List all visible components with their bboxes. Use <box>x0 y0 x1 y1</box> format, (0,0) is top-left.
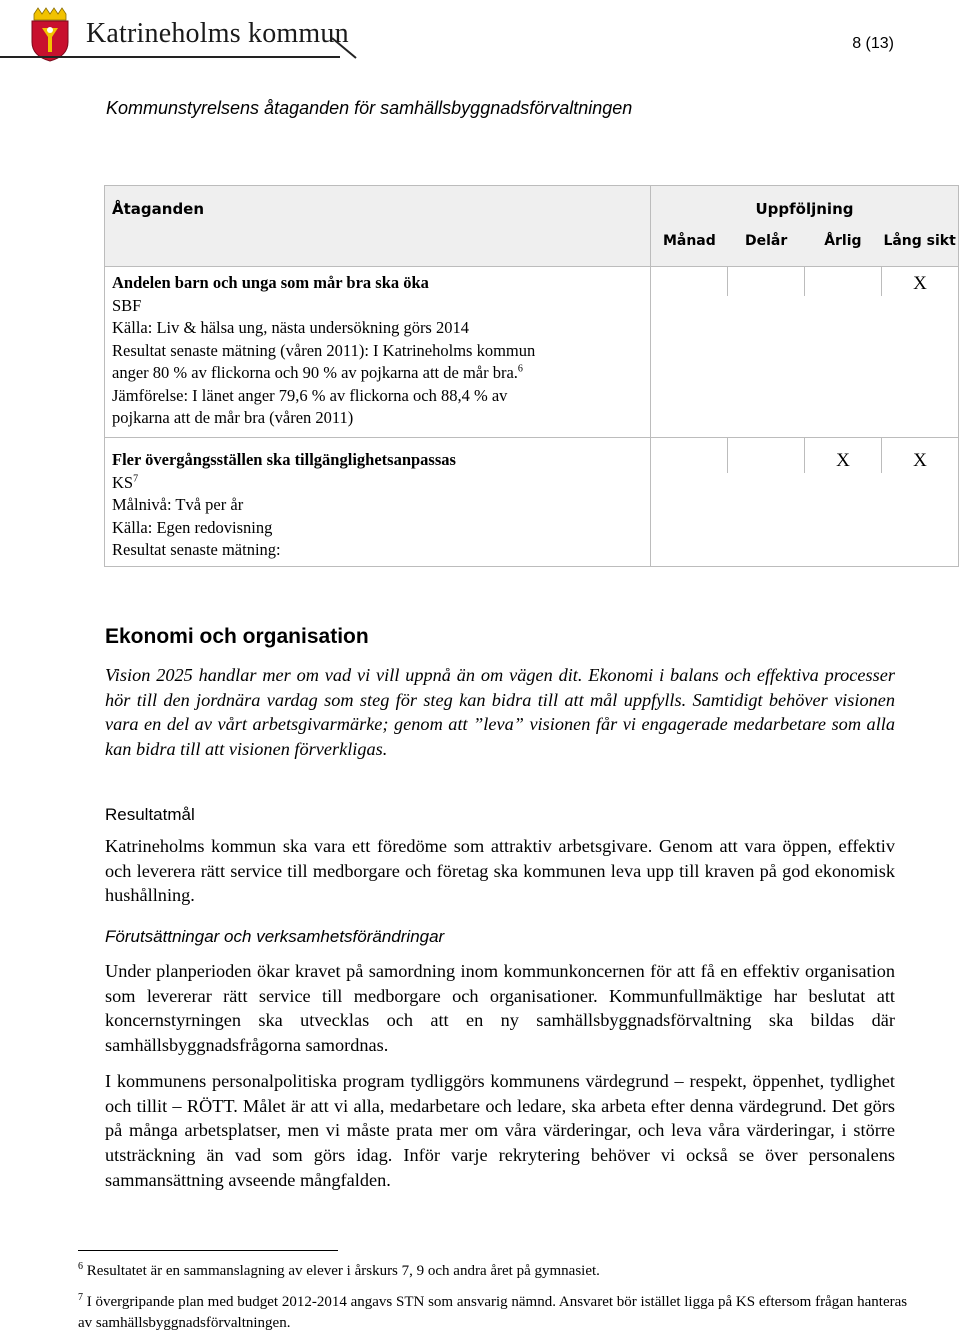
commitment-cell <box>105 438 651 567</box>
prereq-paragraph-2: I kommunens personalpolitiska program tydliggörs kommunens värdegrund – respekt, öppenhet, tydlighet och tillit – RÖTT. Målet är att vi alla, medarbetare och ledare, ska arbeta efter denna värdegrund. Det görs på många arbetsplatser, men vi måste prata mer om våra värderingar, och leva våra värderingar, i större utsträckning än vad som görs idag. Inför varje rekrytering behöver vi också se över personalens sammansättning avseende mångfalden. <box>105 1071 895 1190</box>
vision-paragraph: Vision 2025 handlar mer om vad vi vill uppnå än om vägen dit. Ekonomi i balans och effektiva processer hör till den jordnära vardag som steg för steg kan bidra till att mål uppfylls. Samtidigt behöver visionen vara en del av vårt arbetsgivarmärke; genom att ”leva” visionen får vi engagerade medarbetare som alla kan bidra till att visionen förverkligas. <box>105 665 895 760</box>
result-heading: Resultatmål <box>105 805 195 824</box>
followup-title: Uppföljning <box>755 200 854 218</box>
commitments-table <box>104 185 959 567</box>
marks-grid <box>651 267 958 296</box>
commitment-line: Källa: Liv & hälsa ung, nästa undersökning görs 2014 <box>112 318 469 337</box>
commitment-line: Målnivå: Två per år <box>112 495 244 514</box>
coat-of-arms-logo <box>28 6 72 62</box>
footnote-number: 7 <box>78 1292 83 1303</box>
commitment-cell <box>105 267 651 438</box>
commitment-line: Resultat senaste mätning (våren 2011): I Katrineholms kommun <box>112 340 536 360</box>
mark-interim <box>727 267 804 296</box>
commitment-line: Källa: Egen redovisning <box>112 517 273 537</box>
prereq-heading: Förutsättningar och verksamhetsförändringar <box>105 927 445 946</box>
footnote-text: I övergripande plan med budget 2012-2014 angavs STN som ansvarig nämnd. Ansvaret bör istället ligga på KS eftersom frågan hanteras av samhällsbyggnadsförvaltningen. <box>78 1294 908 1331</box>
footnote-number: 6 <box>78 1261 83 1272</box>
footnote-7 <box>78 1292 918 1334</box>
footnote-rule <box>78 1250 338 1251</box>
mark-long-term: X <box>881 438 958 473</box>
prereq-paragraph-1: Under planperioden ökar kravet på samordning inom kommunkoncernen för att få en effektiv organisation som levererar rätt service till medborgare och organisationer. Kommunfullmäktige har beslutat att koncernstyrningen ska utvecklas och att en ny samhällsbyggnadsförvaltning ska bildas där samhällsbyggnadsfrågorna samordnas. <box>105 961 895 1056</box>
mark-long-term: X <box>881 267 958 296</box>
commitment-title: Andelen barn och unga som mår bra ska öka <box>112 273 429 292</box>
marks-grid <box>651 438 958 473</box>
header-rule <box>0 56 340 58</box>
mark-month <box>651 438 727 473</box>
page-subtitle: Kommunstyrelsens åtaganden för samhällsbyggnadsförvaltningen <box>106 98 633 118</box>
header-slash-decoration <box>330 36 374 60</box>
page-number: 8 (13) <box>852 35 894 52</box>
commitment-line-with-ref <box>112 362 644 385</box>
col-commitments-header: Åtaganden <box>105 186 651 267</box>
footnote-ref[interactable]: 6 <box>517 363 523 375</box>
commitment-line: SBF <box>112 295 142 315</box>
table-row <box>105 438 959 567</box>
table-header-row <box>105 186 959 267</box>
org-name: Katrineholms kommun <box>86 18 349 49</box>
commitment-line-with-ref <box>112 472 644 495</box>
footnote-6 <box>78 1261 918 1282</box>
commitment-line: KS <box>112 472 134 492</box>
result-paragraph: Katrineholms kommun ska vara ett föredöme som attraktiv arbetsgivare. Genom att vara öppen, effektiv och leverera rätt service till medborgare och företag ska kommunen leva upp till kraven på god ekonomisk hushållning. <box>105 836 895 906</box>
mark-interim <box>727 438 804 473</box>
period-long-term: Lång sikt <box>883 233 956 249</box>
table-row <box>105 267 959 438</box>
mark-annual: X <box>804 438 881 473</box>
followup-marks-cell <box>651 267 959 438</box>
period-annual: Årlig <box>824 233 862 249</box>
commitment-line: Jämförelse: I länet anger 79,6 % av flickorna och 88,4 % av <box>112 385 508 405</box>
period-interim: Delår <box>744 233 788 249</box>
commitment-line: Resultat senaste mätning: <box>112 540 281 559</box>
commitment-line: pojkarna att de mår bra (våren 2011) <box>112 408 354 427</box>
followup-marks-cell <box>651 438 959 567</box>
mark-annual <box>804 267 881 296</box>
commitment-line: anger 80 % av flickorna och 90 % av pojkarna att de mår bra. <box>112 363 518 382</box>
col-followup-header <box>651 186 959 267</box>
period-month: Månad <box>662 233 716 249</box>
period-labels <box>651 230 958 253</box>
commitment-title: Fler övergångsställen ska tillgänglighetsanpassas <box>112 450 456 469</box>
footnote-ref[interactable]: 7 <box>133 473 139 484</box>
mark-month <box>651 267 727 296</box>
section-heading: Ekonomi och organisation <box>105 625 369 648</box>
footnote-text: Resultatet är en sammanslagning av elever i årskurs 7, 9 och andra året på gymnasiet. <box>86 1263 600 1279</box>
